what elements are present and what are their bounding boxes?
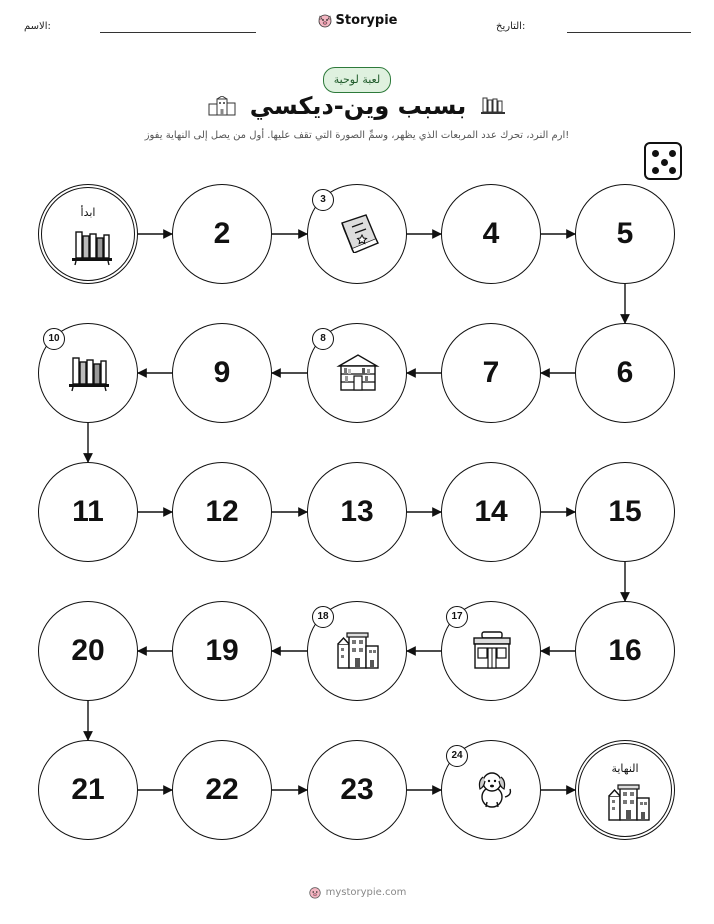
space-number: 22 <box>205 773 239 806</box>
board-space-6 <box>575 323 675 423</box>
space-number: 7 <box>482 356 500 389</box>
board-space-4 <box>441 184 541 284</box>
space-number: 12 <box>205 495 239 528</box>
finish-label: النهاية <box>611 762 639 775</box>
instructions: ارم النرد، تحرك عدد المربعات الذي يظهر، وسمِّ الصورة التي تقف عليها. أول من يصل إلى النهاية يفوز! <box>144 130 570 141</box>
board-space-16 <box>575 601 675 701</box>
space-number-badge: 24 <box>446 745 468 767</box>
footer-site[interactable]: mystorypie.com <box>325 886 407 898</box>
board-space-3 <box>307 184 407 284</box>
space-number-badge: 18 <box>312 606 334 628</box>
footer <box>0 885 714 902</box>
board-space-19 <box>172 601 272 701</box>
space-number: 6 <box>616 356 634 389</box>
pig-mascot-icon <box>308 885 322 899</box>
space-number-badge: 10 <box>43 328 65 350</box>
board-space-1 <box>38 184 138 284</box>
board-space-24 <box>441 740 541 840</box>
space-number: 15 <box>608 495 642 528</box>
space-number: 13 <box>340 495 374 528</box>
board-space-9 <box>172 323 272 423</box>
town-buildings-icon <box>607 782 651 822</box>
board-space-2 <box>172 184 272 284</box>
space-number: 14 <box>474 495 508 528</box>
board-space-8 <box>307 323 407 423</box>
date-label: التاريخ: <box>496 21 526 32</box>
board-space-21 <box>38 740 138 840</box>
board-space-17 <box>441 601 541 701</box>
board-space-11 <box>38 462 138 562</box>
space-number: 23 <box>340 773 374 806</box>
page-title: بسبب وين-ديكسي <box>249 92 467 120</box>
board-space-22 <box>172 740 272 840</box>
board-space-12 <box>172 462 272 562</box>
space-number: 16 <box>608 634 642 667</box>
space-number-badge: 3 <box>312 189 334 211</box>
book-icon <box>336 213 380 253</box>
brand-name: Storypie <box>335 12 398 28</box>
board-space-20 <box>38 601 138 701</box>
bookshelf-icon <box>70 226 114 266</box>
board-space-18 <box>307 601 407 701</box>
board-space-14 <box>441 462 541 562</box>
space-number: 2 <box>213 217 231 250</box>
start-label: ابدأ <box>80 206 96 219</box>
board-space-15 <box>575 462 675 562</box>
board-space-23 <box>307 740 407 840</box>
board-space-7 <box>441 323 541 423</box>
space-number-badge: 17 <box>446 606 468 628</box>
board-space-10 <box>38 323 138 423</box>
space-number: 20 <box>71 634 105 667</box>
name-label: الاسم: <box>24 21 51 32</box>
store-icon <box>470 630 514 670</box>
space-number: 21 <box>71 773 105 806</box>
space-number: 19 <box>205 634 239 667</box>
library-building-icon <box>336 352 380 392</box>
space-number: 9 <box>213 356 231 389</box>
board-space-25 <box>575 740 675 840</box>
space-number-badge: 8 <box>312 328 334 350</box>
dog-icon <box>470 769 514 809</box>
bookshelf-icon <box>67 352 111 392</box>
space-number: 11 <box>72 495 104 528</box>
board-space-13 <box>307 462 407 562</box>
space-number: 4 <box>482 217 500 250</box>
game-type-badge: لعبة لوحية <box>323 67 391 93</box>
space-number: 5 <box>616 217 634 250</box>
town-buildings-icon <box>336 630 380 670</box>
board-space-5 <box>575 184 675 284</box>
